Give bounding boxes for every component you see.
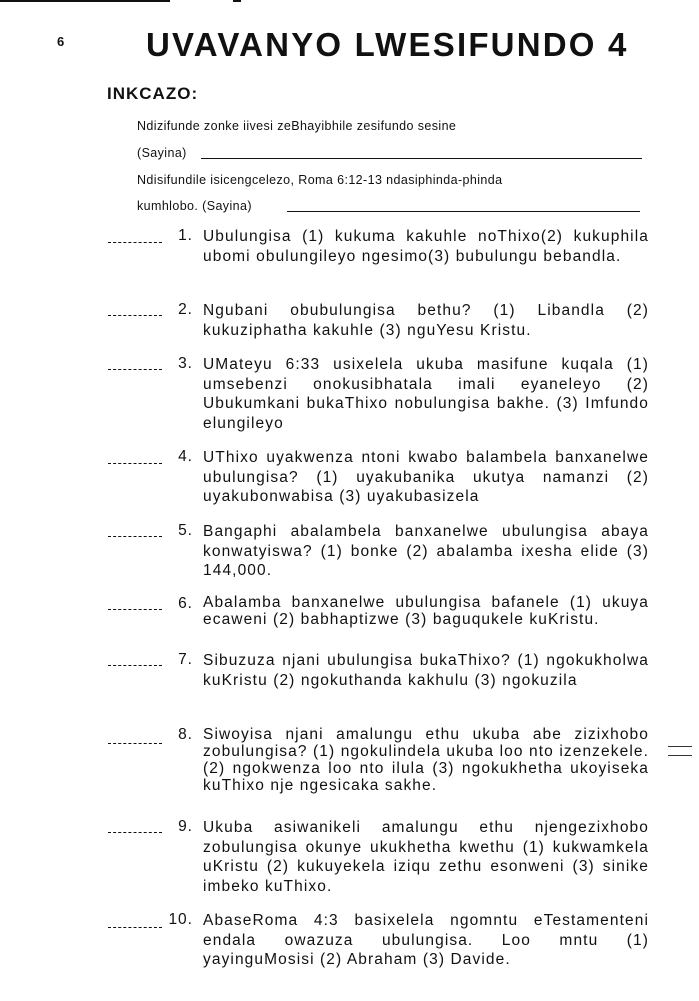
question-number: 8. bbox=[178, 726, 193, 743]
signature-line[interactable] bbox=[287, 211, 640, 212]
page-title: UVAVANYO LWESIFUNDO 4 bbox=[146, 26, 629, 63]
margin-mark bbox=[668, 755, 692, 756]
question-text: Sibuzuza njani ubulungisa bukaThixo? (1) ngokukholwa kuKristu (2) ngokuthanda kakhulu (3) ngokuzila bbox=[203, 652, 649, 689]
instruction-line: kumhlobo. (Sayina) bbox=[137, 199, 252, 213]
top-rule bbox=[0, 0, 170, 2]
question-text: AbaseRoma 4:3 basixelela ngomntu eTestamenteni endala owazuza ubulungisa. Loo mntu (1) yayinguMosisi (2) Abraham (3) Davide. bbox=[203, 912, 649, 968]
question-number: 6. bbox=[178, 595, 193, 612]
instruction-line: Ndizifunde zonke iivesi zeBhayibhile zesifundo sesine bbox=[137, 119, 457, 133]
question-number: 5. bbox=[178, 522, 193, 539]
instruction-line: (Sayina) bbox=[137, 146, 187, 160]
question-text: Ubulungisa (1) kukuma kakuhle noThixo(2) kukuphila ubomi obulungileyo ngesimo(3) bubulungu bebandla. bbox=[203, 228, 649, 265]
question-text: UMateyu 6:33 usixelela ukuba masifune kuqala (1) umsebenzi onokusibhatala imali eyaneleyo (2) Ubukumkani bukaThixo nobulungisa bakhe. (3) Imfundo elungileyo bbox=[203, 356, 649, 432]
instructions-heading: INKCAZO: bbox=[107, 84, 199, 103]
instruction-line: Ndisifundile isicengcelezo, Roma 6:12-13 ndasiphinda-phinda bbox=[137, 173, 503, 187]
signature-line[interactable] bbox=[201, 158, 642, 159]
question-text: Bangaphi abalambela banxanelwe ubulungisa abaya konwatyiswa? (1) bonke (2) abalamba ixesha elide (3) 144,000. bbox=[203, 523, 649, 579]
question-number: 1. bbox=[178, 227, 193, 244]
question-number: 10. bbox=[168, 911, 193, 928]
question-number: 7. bbox=[178, 651, 193, 668]
page-number: 6 bbox=[57, 34, 65, 49]
top-dash bbox=[233, 0, 241, 2]
question-number: 9. bbox=[178, 818, 193, 835]
question-text: Ukuba asiwanikeli amalungu ethu njengezixhobo zobulungisa okunye ukukhetha kwethu (1) kukwamkela uKristu (2) kukuyekela iziqu zethu esonweni (3) sinike imbeko kuThixo. bbox=[203, 819, 649, 895]
question-text: Abalamba banxanelwe ubulungisa bafanele (1) ukuya ecaweni (2) babhaptizwe (3) baguqukele kuKristu. bbox=[203, 594, 649, 628]
question-text: Ngubani obubulungisa bethu? (1) Libandla (2) kukuziphatha kakuhle (3) nguYesu Kristu. bbox=[203, 302, 649, 339]
question-text: Siwoyisa njani amalungu ethu ukuba abe zizixhobo zobulungisa? (1) ngokulindela ukuba loo nto izenzekele. (2) ngokwenza loo nto ilula (3) ngokukhetha ukoyiseka kuThixo nje ngesicaka sakhe. bbox=[203, 726, 649, 794]
question-number: 2. bbox=[178, 301, 193, 318]
margin-mark bbox=[668, 746, 692, 747]
question-number: 4. bbox=[178, 448, 193, 465]
question-number: 3. bbox=[178, 355, 193, 372]
question-text: UThixo uyakwenza ntoni kwabo balambela banxanelwe ubulungisa? (1) uyakubanika ukutya namanzi (2) uyakubonwabisa (3) uyakubasizela bbox=[203, 449, 649, 505]
